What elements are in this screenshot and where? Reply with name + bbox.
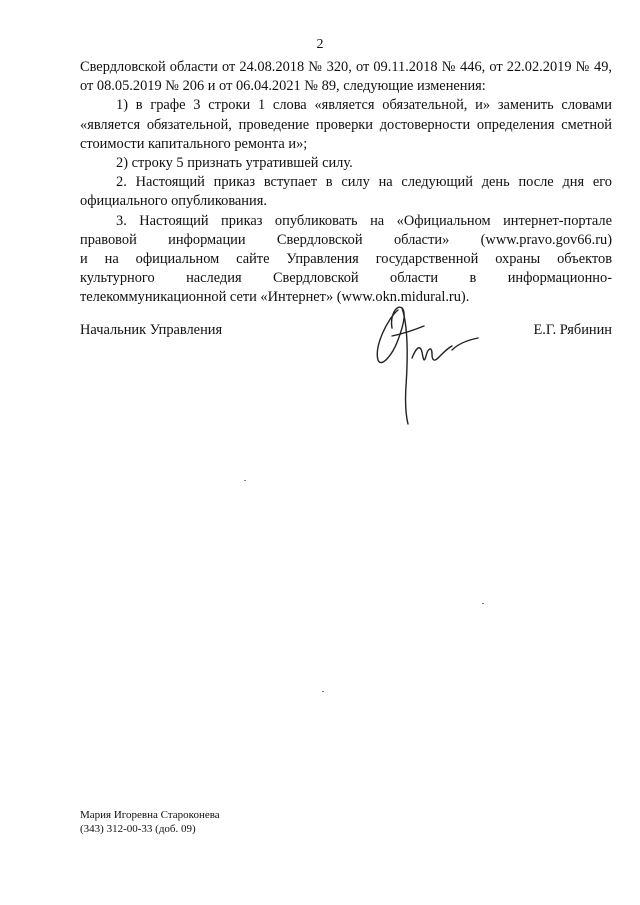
paragraph-line: Свердловской области от 24.08.2018 № 320, от 09.11.2018 № 446, от 22.02.2019 № 49, xyxy=(80,59,612,75)
signatory-position: Начальник Управления xyxy=(80,322,223,338)
signature-block xyxy=(80,322,612,342)
signatory-name: Е.Г. Рябинин xyxy=(533,322,612,338)
paragraph-line: и на официальном сайте Управления государственной охраны объектов xyxy=(80,251,612,268)
paragraph-line: от 08.05.2019 № 206 и от 06.04.2021 № 89, следующие изменения: xyxy=(80,78,486,95)
paragraph-line: официального опубликования. xyxy=(80,193,267,210)
executor-name: Мария Игоревна Староконева xyxy=(80,809,220,821)
paragraph-line: 1) в графе 3 строки 1 слова «является обязательной, и» заменить словами xyxy=(116,97,612,114)
paragraph-line: телекоммуникационной сети «Интернет» (www.okn.midural.ru). xyxy=(80,289,470,306)
page-number: 2 xyxy=(316,37,324,52)
scan-speck xyxy=(322,691,324,692)
paragraph-line: 2) строку 5 признать утратившей силу. xyxy=(116,155,353,172)
scan-speck xyxy=(244,480,246,481)
scan-speck xyxy=(482,603,484,604)
paragraph-line: культурного наследия Свердловской области в информационно- xyxy=(80,270,612,287)
document-body xyxy=(80,58,612,308)
executor-phone: (343) 312-00-33 (доб. 09) xyxy=(80,823,196,835)
paragraph-line: 3. Настоящий приказ опубликовать на «Официальном интернет-портале xyxy=(116,212,612,229)
handwritten-signature-icon xyxy=(368,296,484,426)
footer xyxy=(80,808,220,836)
paragraph-line: стоимости капитального ремонта и»; xyxy=(80,135,308,152)
paragraph-line: «является обязательной, проведение проверки достоверности определения сметной xyxy=(80,116,612,133)
paragraph-line: 2. Настоящий приказ вступает в силу на следующий день после дня его xyxy=(116,174,612,191)
paragraph-line: правовой информации Свердловской области» (www.pravo.gov66.ru) xyxy=(80,231,612,248)
